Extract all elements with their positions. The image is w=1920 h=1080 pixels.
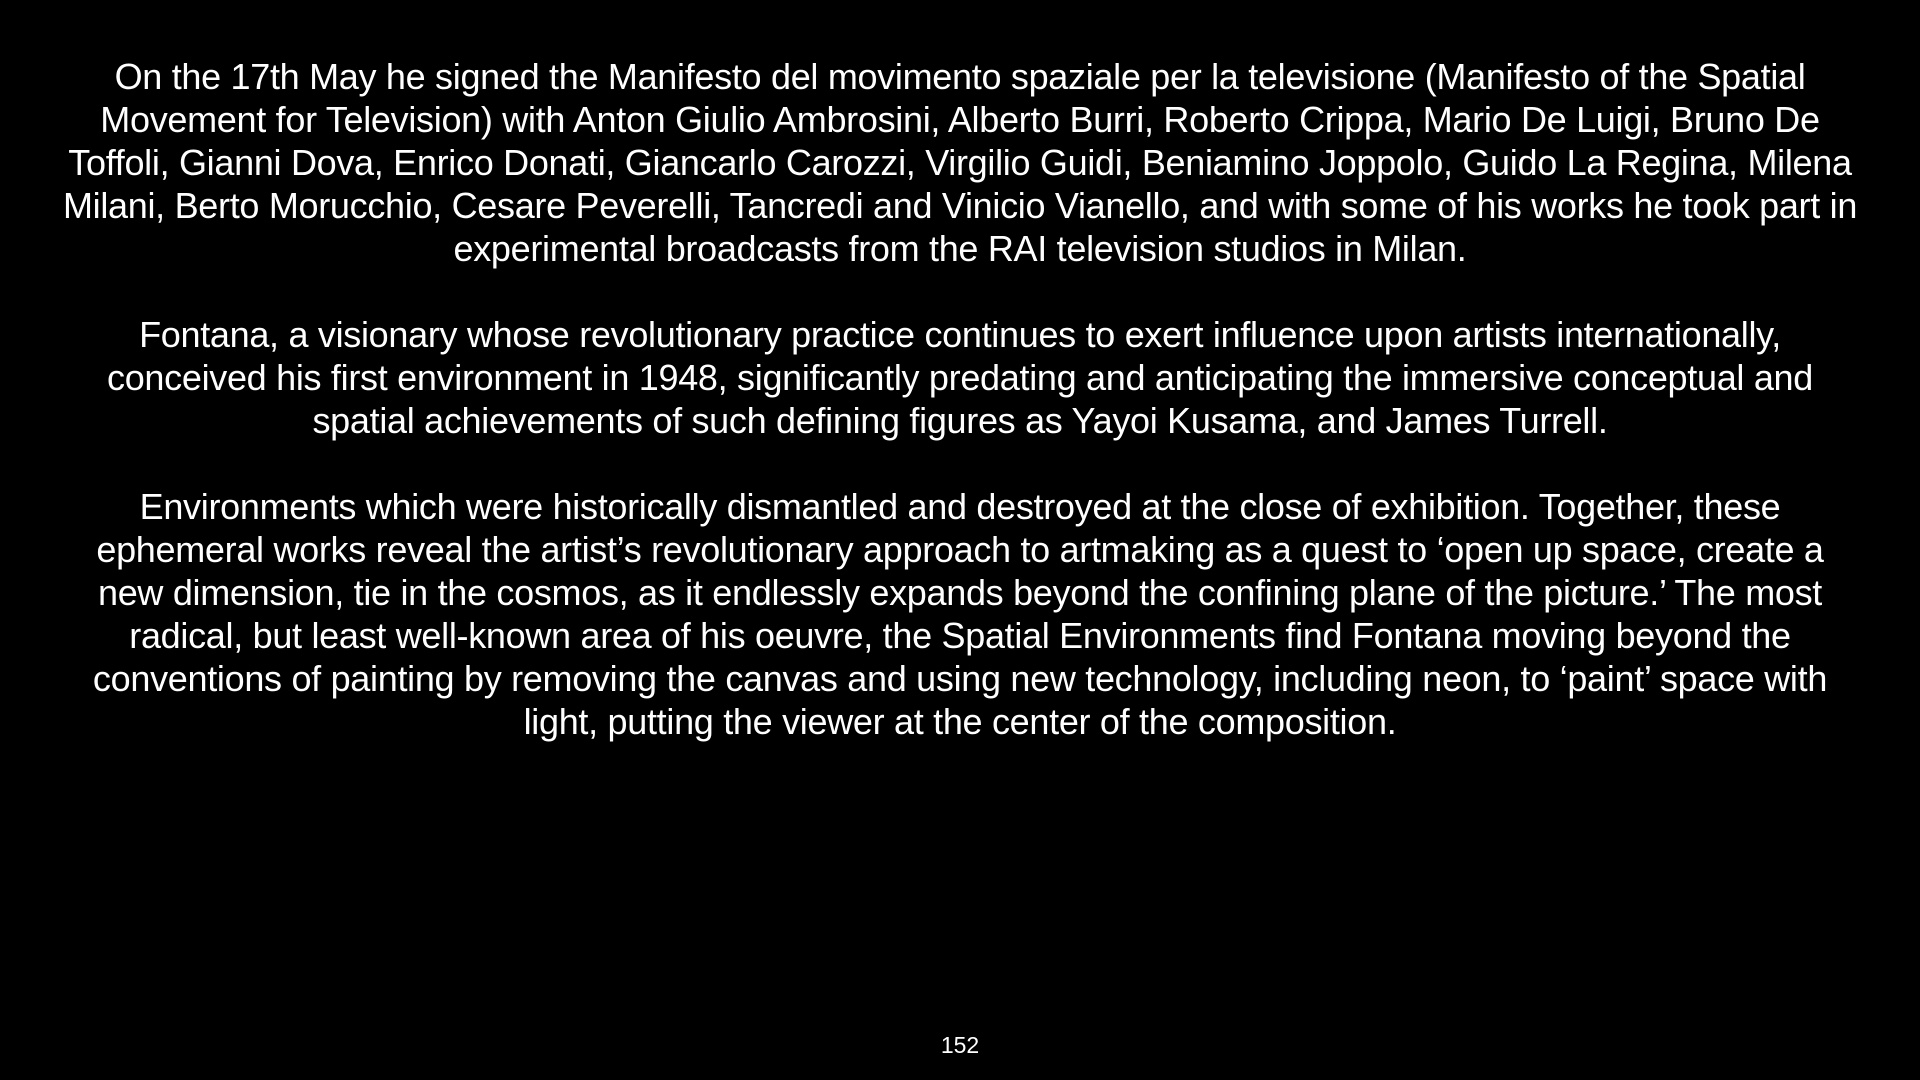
slide-text-block <box>60 55 1860 786</box>
paragraph-fontana-visionary: Fontana, a visionary whose revolutionary practice continues to exert influence upon artists internationally, conceived his first environment in 1948, significantly predating and anticipating the immersive conceptual and spatial achievements of such defining figures as Yayoi Kusama, and James Turrell. <box>107 314 1813 441</box>
page-number: 152 <box>940 1032 980 1058</box>
paragraph-environments: Environments which were historically dismantled and destroyed at the close of exhibition. Together, these ephemeral works reveal the artist’s revolutionary approach to artmaking as a quest to ‘open up space, create a new dimension, tie in the cosmos, as it endlessly expands beyond the confining plane of the picture.’ The most radical, but least well-known area of his oeuvre, the Spatial Environments find Fontana moving beyond the conventions of painting by removing the canvas and using new technology, including neon, to ‘paint’ space with light, putting the viewer at the center of the composition. <box>92 486 1828 742</box>
paragraph-manifesto: On the 17th May he signed the Manifesto del movimento spaziale per la televisione (Manifesto of the Spatial Movement for Television) with Anton Giulio Ambrosini, Alberto Burri, Roberto Crippa, Mario De Luigi, Bruno De Toffoli, Gianni Dova, Enrico Donati, Giancarlo Carozzi, Virgilio Guidi, Beniamino Joppolo, Guido La Regina, Milena Milani, Berto Morucchio, Cesare Peverelli, Tancredi and Vinicio Vianello, and with some of his works he took part in experimental broadcasts from the RAI television studios in Milan. <box>62 56 1858 269</box>
